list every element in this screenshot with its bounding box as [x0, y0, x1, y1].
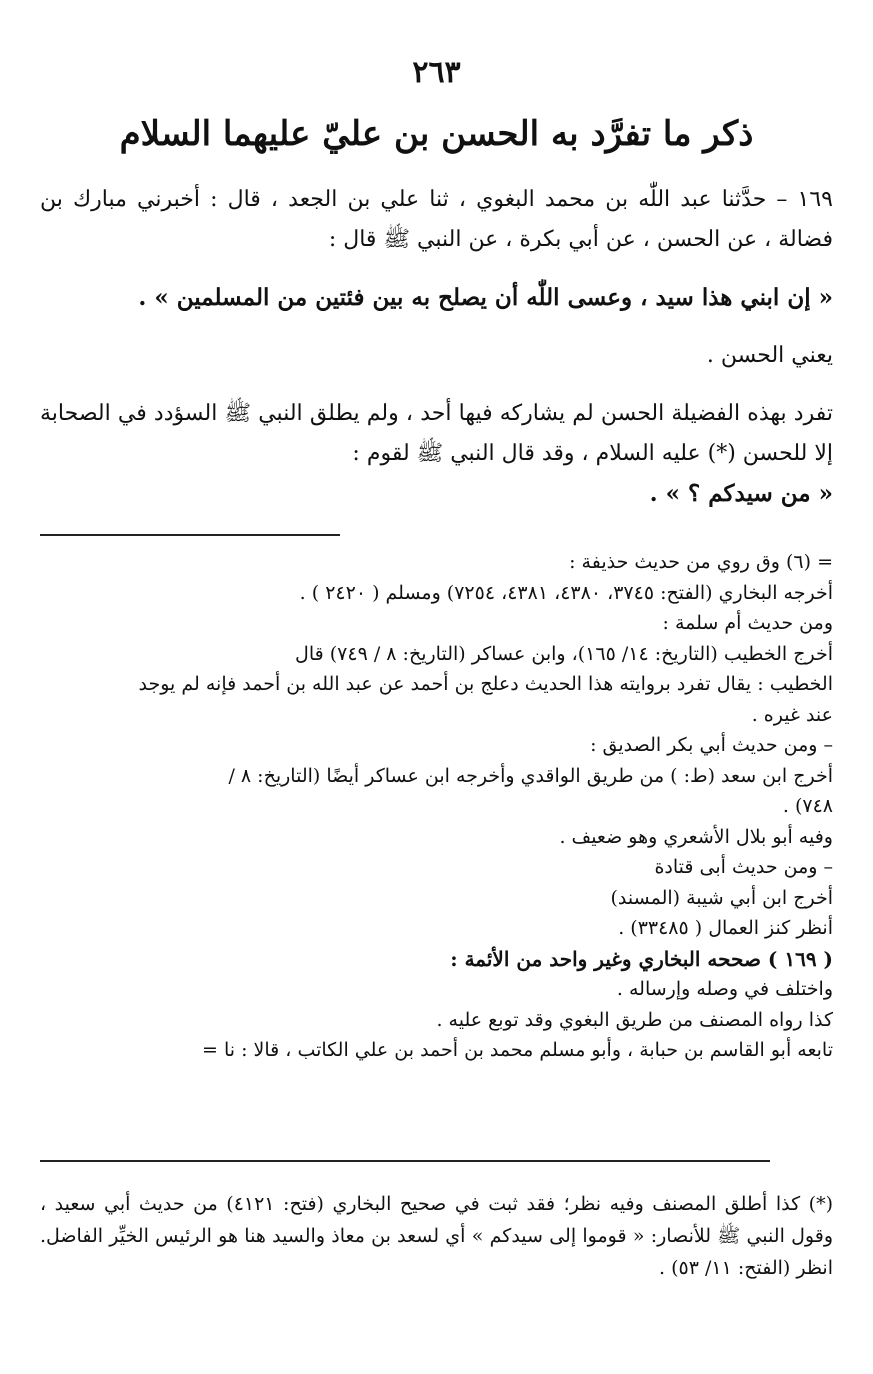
footnote: (*) كذا أطلق المصنف وفيه نظر؛ فقد ثبت في صحيح البخاري (فتح: ٤١٢١) من حديث أبي سعيد ، وقول النبي ﷺ للأنصار: « قوموا إلى سيدكم » أي لسعد بن معاذ والسيد هنا هو الرئيس الخيِّر الفاضل. انظر (الفتح: ١١/ ٥٣) .: [40, 1193, 833, 1279]
note-line: عند غيره .: [751, 703, 833, 726]
note-line: أخرج الخطيب (التاريخ: ١٤/ ١٦٥)، وابن عساكر (التاريخ: ٨ / ٧٤٩) قال: [295, 642, 833, 665]
note-line: ٧٤٨) .: [782, 795, 833, 817]
footnote-divider: [40, 1160, 770, 1162]
note-line: أخرج ابن سعد (ط: ) من طريق الواقدي وأخرجه ابن عساكر أيضًا (التاريخ: ٨ /: [228, 764, 833, 787]
note-line: = (٦) وق روي من حديث حذيفة :: [569, 551, 833, 573]
note-line: أخرج ابن أبي شيبة (المسند): [610, 886, 833, 909]
note-line: أنظر كنز العمال ( ٣٣٤٨٥) .: [618, 917, 833, 939]
main-text: [40, 180, 833, 514]
note-line: وفيه أبو بلال الأشعري وهو ضعيف .: [559, 825, 833, 848]
note-line: – ومن حديث أبي بكر الصديق :: [590, 734, 833, 756]
hadith-quote: « من سيدكم ؟ » .: [649, 480, 833, 507]
note-line: تابعه أبو القاسم بن حبابة ، وأبو مسلم محمد بن أحمد بن علي الكاتب ، قالا : نا =: [202, 1039, 833, 1061]
note-heading: ( ١٦٩ ) صححه البخاري وغير واحد من الأئمة :: [450, 946, 833, 971]
chapter-title: ذكر ما تفرَّد به الحسن بن عليّ عليهما السلام: [119, 114, 754, 154]
author-commentary: تفرد بهذه الفضيلة الحسن لم يشاركه فيها أحد ، ولم يطلق النبي ﷺ السؤدد في الصحابة إلا للحسن (*) عليه السلام ، وقد قال النبي ﷺ لقوم :: [40, 401, 833, 466]
note-line: الخطيب : يقال تفرد بروايته هذا الحديث دعلج بن أحمد عن عبد الله بن أحمد فإنه لم يوجد: [138, 673, 833, 695]
hadith-text: « إن ابني هذا سيد ، وعسى اللّٰه أن يصلح به بين فئتين من المسلمين » .: [138, 284, 833, 311]
hadith-meaning: يعني الحسن .: [706, 343, 833, 368]
editor-notes: [40, 547, 833, 1066]
note-line: كذا رواه المصنف من طريق البغوي وقد توبع عليه .: [436, 1008, 833, 1031]
note-line: – ومن حديث أبى قتادة: [654, 856, 833, 878]
hadith-isnad: ١٦٩ – حدَّثنا عبد اللّٰه بن محمد البغوي ، ثنا علي بن الجعد ، قال : أخبرني مبارك بن فضالة ، عن الحسن ، عن أبي بكرة ، عن النبي ﷺ قال :: [40, 187, 833, 252]
book-page: [40, 0, 833, 1374]
note-line: واختلف في وصله وإرساله .: [616, 978, 833, 1000]
note-line: أخرجه البخاري (الفتح: ٣٧٤٥، ٤٣٨٠، ٤٣٨١، ٧٢٥٤) ومسلم ( ٢٤٢٠ ) .: [299, 581, 833, 604]
note-line: ومن حديث أم سلمة :: [662, 612, 833, 634]
notes-divider: [40, 534, 340, 536]
page-number: ٢٦٣: [412, 55, 461, 90]
